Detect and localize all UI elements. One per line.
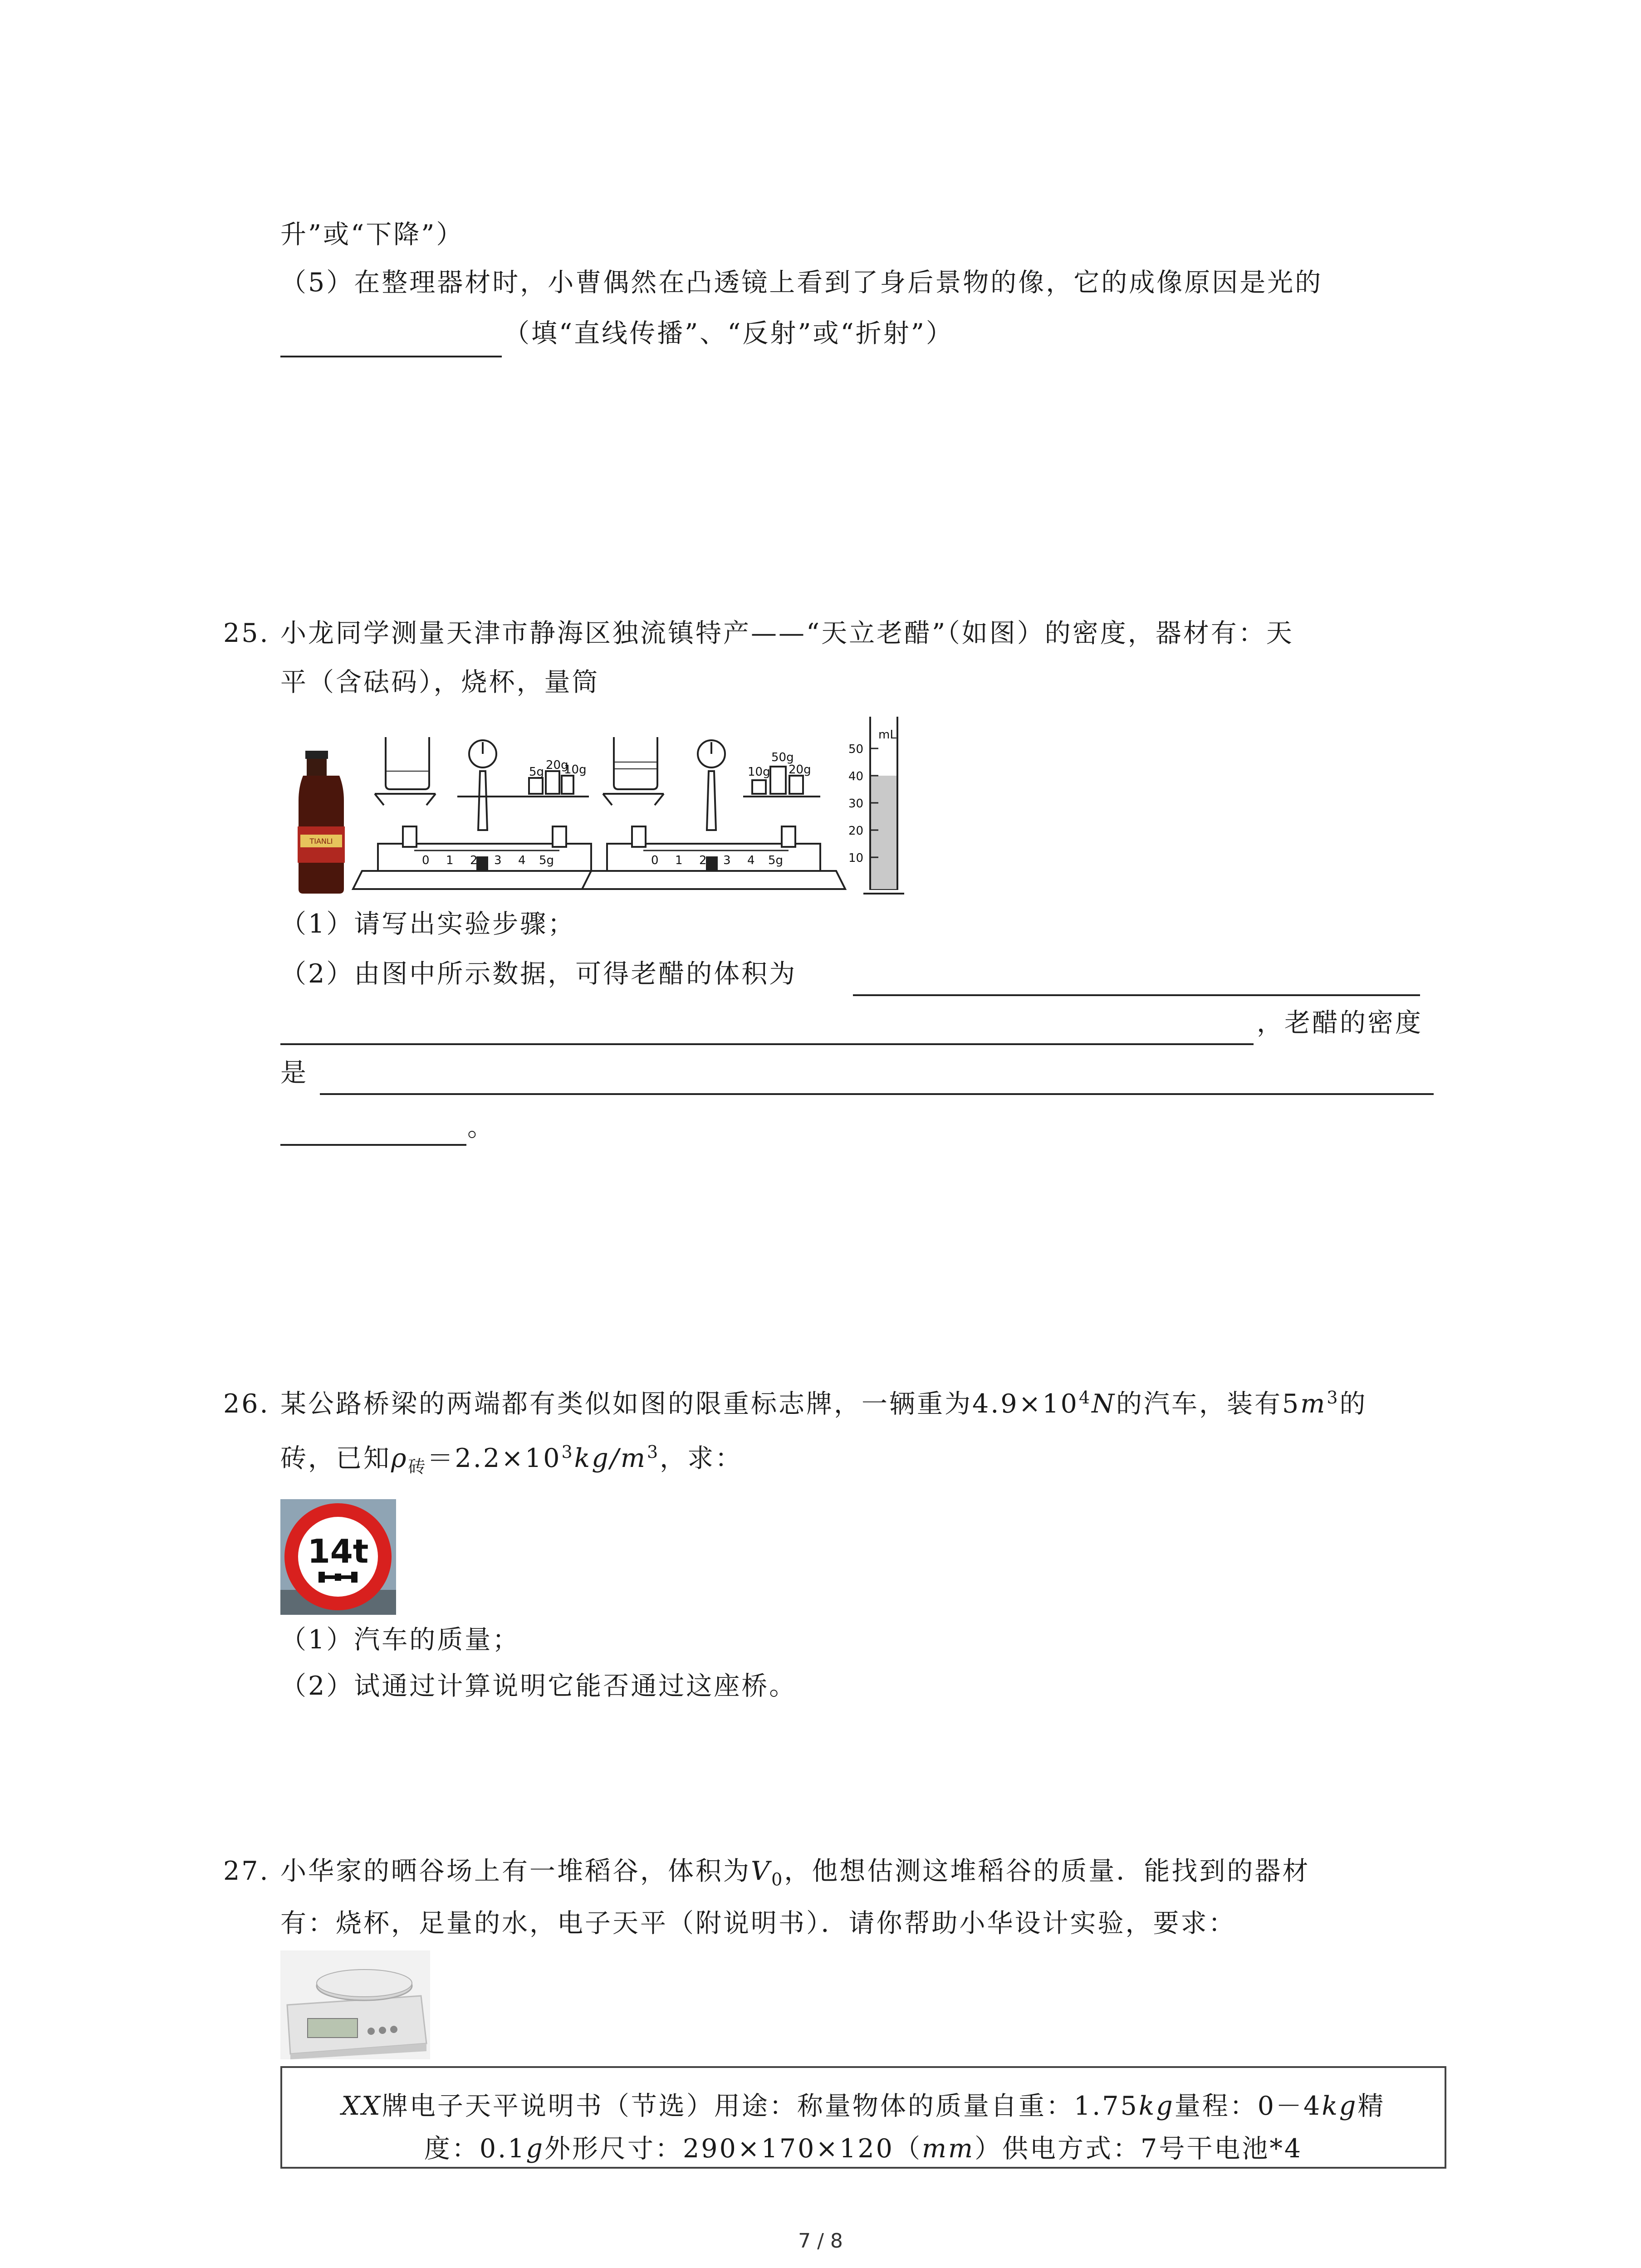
- balance1-weight-5g: 5g: [529, 765, 544, 779]
- q25-line1: 小龙同学测量天津市静海区独流镇特产——“天立老醋”（如图）的密度，器材有：天: [280, 618, 1294, 648]
- q26-line1: 某公路桥梁的两端都有类似如图的限重标志牌，一辆重为$4.9\times 10^4N$的汽车，装有$5m^3$的: [280, 1388, 1367, 1419]
- q25-end: 。: [467, 1112, 495, 1142]
- balance2-tick-4: 4: [747, 854, 755, 867]
- q24-line1: 升”或“下降”）: [280, 220, 464, 249]
- cylinder-tick-30: 30: [848, 797, 864, 811]
- q27-line1: 小华家的晒谷场上有一堆稻谷，体积为$V_0$，他想估测这堆稻谷的质量．能找到的器材: [280, 1856, 1310, 1890]
- q26-number: 26.: [223, 1389, 270, 1419]
- balance1-tick-1: 1: [446, 854, 454, 867]
- cylinder-tick-40: 40: [848, 770, 864, 783]
- balance2-weight-50g: 50g: [771, 751, 794, 764]
- q25-volume-blank-cont[interactable]: [280, 1043, 1254, 1045]
- weight-limit-sign: [280, 1499, 396, 1615]
- manual-line2: 度：0.1g外形尺寸：290×170×120（mm）供电方式：7号干电池*4: [424, 2134, 1303, 2164]
- balance1-weight-10g: 10g: [564, 763, 587, 777]
- q25-density-blank-cont[interactable]: [280, 1144, 466, 1146]
- manual-line1: XX牌电子天平说明书（节选）用途：称量物体的质量自重：1.75kg量程：0－4kg精: [341, 2091, 1386, 2121]
- q25-figure: [280, 708, 916, 903]
- q25-number: 25.: [223, 618, 270, 648]
- q26-sub1: （1）汽车的质量；: [280, 1625, 520, 1655]
- balance2-tick-2: 2: [699, 854, 707, 867]
- cylinder-tick-50: 50: [848, 743, 864, 756]
- q27-line2: 有：烧杯，足量的水，电子天平（附说明书）．请你帮助小华设计实验，要求：: [280, 1908, 1236, 1938]
- q26-line2: 砖，已知$\rho_砖=2.2\times 10^3kg/m^3$，求：: [280, 1442, 743, 1477]
- electronic-balance-photo: [280, 1950, 430, 2059]
- balance2-tick-5: 5g: [768, 854, 784, 867]
- balance2-tick-3: 3: [723, 854, 731, 867]
- balance2-tick-1: 1: [675, 854, 683, 867]
- balance-1: [353, 737, 616, 889]
- q25-sub2b: ，老醋的密度: [1257, 1008, 1423, 1038]
- balance2-weight-20g: 20g: [789, 763, 811, 777]
- q25-sub2: （2）由图中所示数据，可得老醋的体积为: [280, 959, 797, 989]
- q24-line3: （填“直线传播”、“反射”或“折射”）: [504, 318, 954, 348]
- measuring-cylinder: [863, 717, 904, 894]
- q25-volume-blank[interactable]: [853, 994, 1420, 996]
- page-number: 7 / 8: [798, 2229, 843, 2253]
- sign-text: 14t: [307, 1532, 369, 1570]
- balance1-tick-5: 5g: [539, 854, 554, 867]
- q25-sub2c: 是: [280, 1058, 308, 1088]
- q25-density-blank[interactable]: [320, 1093, 1434, 1095]
- balance1-tick-4: 4: [518, 854, 526, 867]
- balance2-tick-0: 0: [651, 854, 659, 867]
- q26-sub2: （2）试通过计算说明它能否通过这座桥。: [280, 1671, 797, 1701]
- cylinder-tick-20: 20: [848, 824, 864, 838]
- balance-2: [582, 737, 845, 889]
- manual-excerpt-box: [280, 2066, 1446, 2169]
- vinegar-bottle: [298, 751, 345, 894]
- cylinder-tick-10: 10: [848, 851, 864, 865]
- balance1-tick-0: 0: [422, 854, 430, 867]
- balance1-weight-20g: 20g: [546, 758, 568, 772]
- balance1-tick-2: 2: [470, 854, 478, 867]
- q25-line2: 平（含砝码），烧杯，量筒: [280, 667, 600, 697]
- cylinder-unit: mL: [878, 728, 896, 742]
- q24-answer-blank[interactable]: [280, 356, 502, 357]
- balance2-weight-10g: 10g: [748, 765, 770, 779]
- q27-number: 27.: [223, 1856, 270, 1886]
- q24-line2: （5）在整理器材时，小曹偶然在凸透镜上看到了身后景物的像，它的成像原因是光的: [280, 268, 1323, 298]
- balance1-tick-3: 3: [494, 854, 502, 867]
- bottle-label: TIANLI: [309, 837, 333, 846]
- q25-sub1: （1）请写出实验步骤；: [280, 909, 576, 939]
